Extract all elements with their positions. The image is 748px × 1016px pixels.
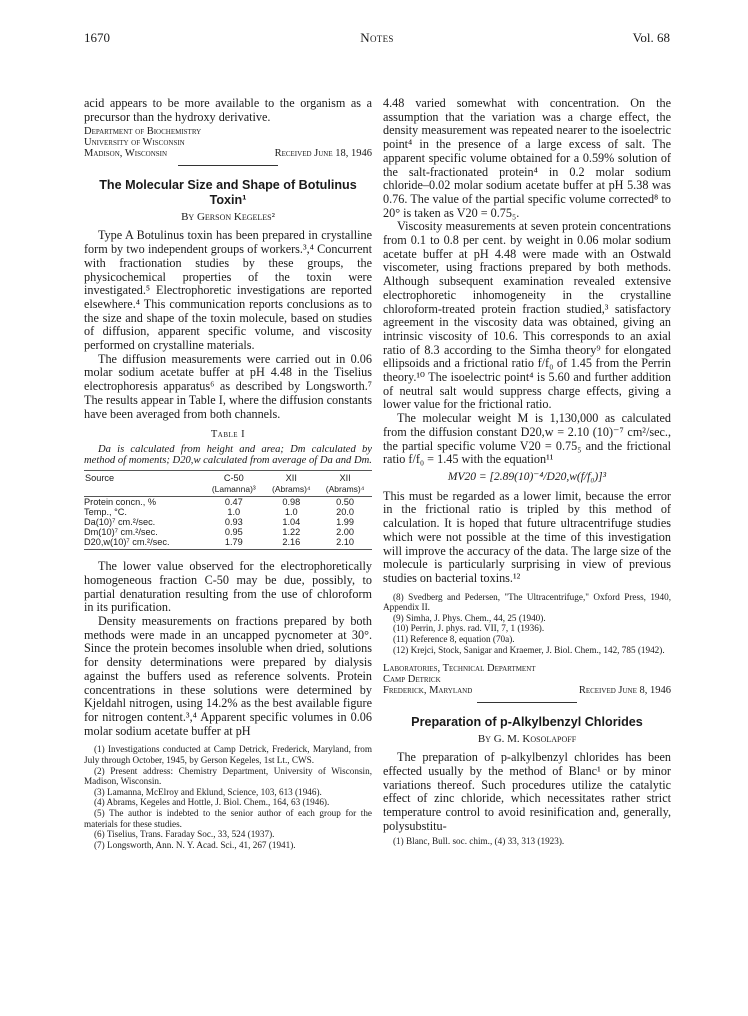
table-header-cell: XII (318, 471, 372, 485)
table-cell: 1.99 (336, 517, 355, 528)
data-table (84, 470, 372, 550)
received-date: Received June 18, 1946 (274, 148, 372, 160)
body-paragraph: Density measurements on fractions prepared by both methods were made in an uncapped pycnometer at 30°. Since the protein becomes insoluble when dried, solutions for density determinations were prepared by dialysis against the buffers used as reference solvents. Protein concentrations in these solutions were determined by Kjeldahl nitrogen, using 14.2% as the best available figure for nitrogen content.³,⁴ Apparent specific volumes in 0.06 molar sodium acetate buffer at pH (84, 614, 372, 738)
table-row (84, 507, 372, 517)
table-container (84, 470, 372, 550)
table-cell: Dm(10)⁷ cm.²/sec. (84, 527, 158, 538)
divider (178, 165, 278, 166)
affiliation-block (383, 663, 671, 696)
table-cell: 20.0 (336, 507, 355, 518)
table-subheader-cell: (Lamanna)³ (203, 484, 264, 497)
table-cell: 1.04 (282, 517, 301, 528)
left-column (84, 97, 372, 850)
table-cell: 1.0 (284, 507, 298, 518)
table-row (84, 497, 372, 508)
right-column (383, 97, 671, 847)
footnote: (12) Krejci, Stock, Sanigar and Kraemer, J. Biol. Chem., 142, 785 (1942). (393, 644, 665, 655)
body-paragraph: This must be regarded as a lower limit, because the error in the frictional ratio is tripled by this method of calculation. It is hoped that future ultracentrifuge studies which were not possible at the time of this investigation will improve the accuracy of the data. The large size of the molecule is particularly surprising in view of previous studies on bacterial toxins.¹² (383, 488, 671, 585)
table-row (84, 527, 372, 537)
footnote: (3) Lamanna, McElroy and Eklund, Science, 103, 613 (1946). (94, 786, 322, 797)
body-paragraph: The diffusion measurements were carried out in 0.06 molar sodium acetate buffer at pH 4.48 in the Tiselius electrophoresis apparatus⁶ as described by Longsworth.⁷ The results appear in Table I, where the diffusion constants have been averaged from both channels. (84, 351, 372, 421)
footnote: (1) Investigations conducted at Camp Detrick, Frederick, Maryland, from July through October, 1945, by Gerson Kegeles, 1st Lt., CWS. (84, 744, 372, 765)
table-cell: 2.16 (264, 537, 318, 550)
table-cell: 0.93 (224, 517, 243, 528)
footnote: (2) Present address: Chemistry Department, University of Wisconsin, Madison, Wisconsin. (84, 765, 372, 787)
running-head: Notes (360, 30, 394, 45)
received-line (383, 685, 671, 696)
article-author: By G. M. Kosolapoff (477, 733, 577, 746)
article-title: Preparation of p-Alkylbenzyl Chlorides (411, 715, 643, 730)
body-paragraph: 4.48 varied somewhat with concentration. On the assumption that the variation was a charge effect, the density measurement was repeated nearer to the isoelectric point⁴ in the presence of a large excess of salt. The apparent specific volume obtained for a 0.59% solution of the salt-fractionated protein⁴ in 0.2 molar sodium chloride–0.02 molar sodium acetate buffer at pH 5.38 was 0.76. The value of the partial specific volume corrected⁸ to 20° is taken as V20 = 0.75₅. (383, 96, 671, 220)
article-title: The Molecular Size and Shape of Botulinus Toxin¹ (99, 178, 357, 208)
table-subheader-row (84, 484, 372, 497)
footnote: (5) The author is indebted to the senior author of each group for the materials for these studies. (84, 807, 372, 829)
footnote: (9) Simha, J. Phys. Chem., 44, 25 (1940). (393, 612, 546, 623)
table-cell: 0.47 (224, 497, 243, 508)
body-paragraph: The lower value observed for the electrophoretically homogeneous fraction C-50 may be due, possibly, to partial denaturation resulting from the use of chloroform in its purification. (84, 559, 372, 615)
footnote: (8) Svedberg and Pedersen, "The Ultracentrifuge," Oxford Press, 1940, Appendix II. (383, 591, 671, 613)
footnotes (383, 836, 671, 847)
footnote: (11) Reference 8, equation (70a). (393, 633, 515, 644)
table-cell: 1.22 (282, 527, 301, 538)
page-number: 1670 (84, 30, 110, 45)
table-subheader-cell: (Abrams)⁴ (264, 484, 318, 497)
table-cell: 2.00 (336, 527, 355, 538)
affiliation-line: Laboratories, Technical Department (383, 663, 536, 675)
received-line (84, 148, 372, 159)
table-row (84, 537, 372, 550)
table-subheader-cell (84, 484, 203, 497)
affiliation-line: Camp Detrick (383, 674, 441, 686)
table-cell: Protein concn., % (84, 497, 157, 508)
intro-paragraph: acid appears to be more available to the organism as a precursor than the hydroxy derivative. (84, 96, 372, 124)
received-date: Received June 8, 1946 (578, 685, 671, 697)
footnote: (6) Tiselius, Trans. Faraday Soc., 33, 524 (1937). (94, 829, 275, 840)
table-cell: 0.98 (282, 497, 301, 508)
footnote: (10) Perrin, J. phys. rad. VII, 7, 1 (1936). (393, 623, 545, 634)
table-caption: Da is calculated from height and area; Dm calculated by method of moments; D20,w calculated from average of Da and Dm. (84, 444, 372, 467)
table-subheader-cell: (Abrams)⁴ (318, 484, 372, 497)
table-cell: D20,w(10)⁷ cm.²/sec. (84, 537, 203, 550)
table-cell: Da(10)⁷ cm.²/sec. (84, 517, 156, 528)
footnote: (4) Abrams, Kegeles and Hottle, J. Biol. Chem., 164, 63 (1946). (94, 797, 330, 808)
footnote: (1) Blanc, Bull. soc. chim., (4) 33, 313 (1923). (393, 836, 565, 847)
divider (477, 702, 577, 703)
equation: MV20 = [2.89(10)⁻⁴/D20,w(f/f₀)]³ (447, 470, 607, 483)
footnotes (84, 744, 372, 850)
table-cell: 1.79 (203, 537, 264, 550)
affiliation-block (84, 126, 372, 159)
body-paragraph: The molecular weight M is 1,130,000 as calculated from the diffusion constant D20,w = 2.10 (10)⁻⁷ cm²/sec., the partial specific volume V20 = 0.75₅ and the frictional ratio f/f₀ = 1.45 with the equation¹¹ (383, 411, 671, 467)
table-cell: 2.10 (318, 537, 372, 550)
affiliation-line: University of Wisconsin (84, 137, 185, 149)
table-cell: 0.95 (224, 527, 243, 538)
table-cell: 1.0 (227, 507, 241, 518)
body-paragraph: Viscosity measurements at seven protein concentrations from 0.1 to 0.8 per cent. by weight in 0.06 molar sodium acetate buffer at pH 4.48 were made with an Ostwald viscometer, using fractions prepared by both methods. Although subsequent examination revealed extensive electrophoretic inhomogeneity in the crystalline chloroform-treated protein fraction studied,³ satisfactory agreement in the viscosity data was obtained, giving an intrinsic viscosity of 10.6. This corresponds to an axial ratio of 8.3 according to the Simha theory⁹ for elongated ellipsoids and a frictional ratio f/f₀ of 1.45 from the Perrin theory.¹⁰ The isoelectric point⁴ is 5.60 and further addition of neutral salt would suppress charge effects, giving a lower value for the frictional ratio. (383, 219, 671, 412)
table-header-cell: C-50 (203, 471, 264, 485)
body-paragraph: Type A Botulinus toxin has been prepared in crystalline form by two independent groups of workers.³,⁴ Concurrent with fractionation studies by these groups, the physicochemical properties of the toxin were investigated.⁵ Electrophoretic investigations are reported elsewhere.⁴ This communication reports conclusions as to the size and shape of the toxin molecule, based on studies of diffusion, apparent specific volume, and viscosity performed on crystalline materials. (84, 228, 372, 353)
affiliation-line: Department of Biochemistry (84, 126, 202, 138)
footnotes (383, 592, 671, 656)
table-title: Table I (210, 429, 246, 441)
article-author: By Gerson Kegeles² (181, 211, 275, 224)
table-row (84, 517, 372, 527)
affiliation-line: Madison, Wisconsin (84, 148, 168, 160)
body-paragraph: The preparation of p-alkylbenzyl chlorides has been effected usually by the method of Blanc¹ or by minor variations thereof. Such procedures utilize the catalytic effect of zinc chloride, which necessitates rather strict temperature control to avoid resinification and, generally, polysubstitu- (383, 750, 671, 833)
table-header-cell: XII (264, 471, 318, 485)
table-header-row (84, 471, 372, 485)
footnote: (7) Longsworth, Ann. N. Y. Acad. Sci., 41, 267 (1941). (94, 839, 296, 850)
page-header (84, 30, 670, 46)
table-cell: 0.50 (336, 497, 355, 508)
volume-number: Vol. 68 (632, 30, 670, 45)
affiliation-line: Frederick, Maryland (383, 685, 473, 697)
table-cell: Temp., °C. (84, 507, 127, 518)
table-header-cell: Source (84, 471, 203, 485)
